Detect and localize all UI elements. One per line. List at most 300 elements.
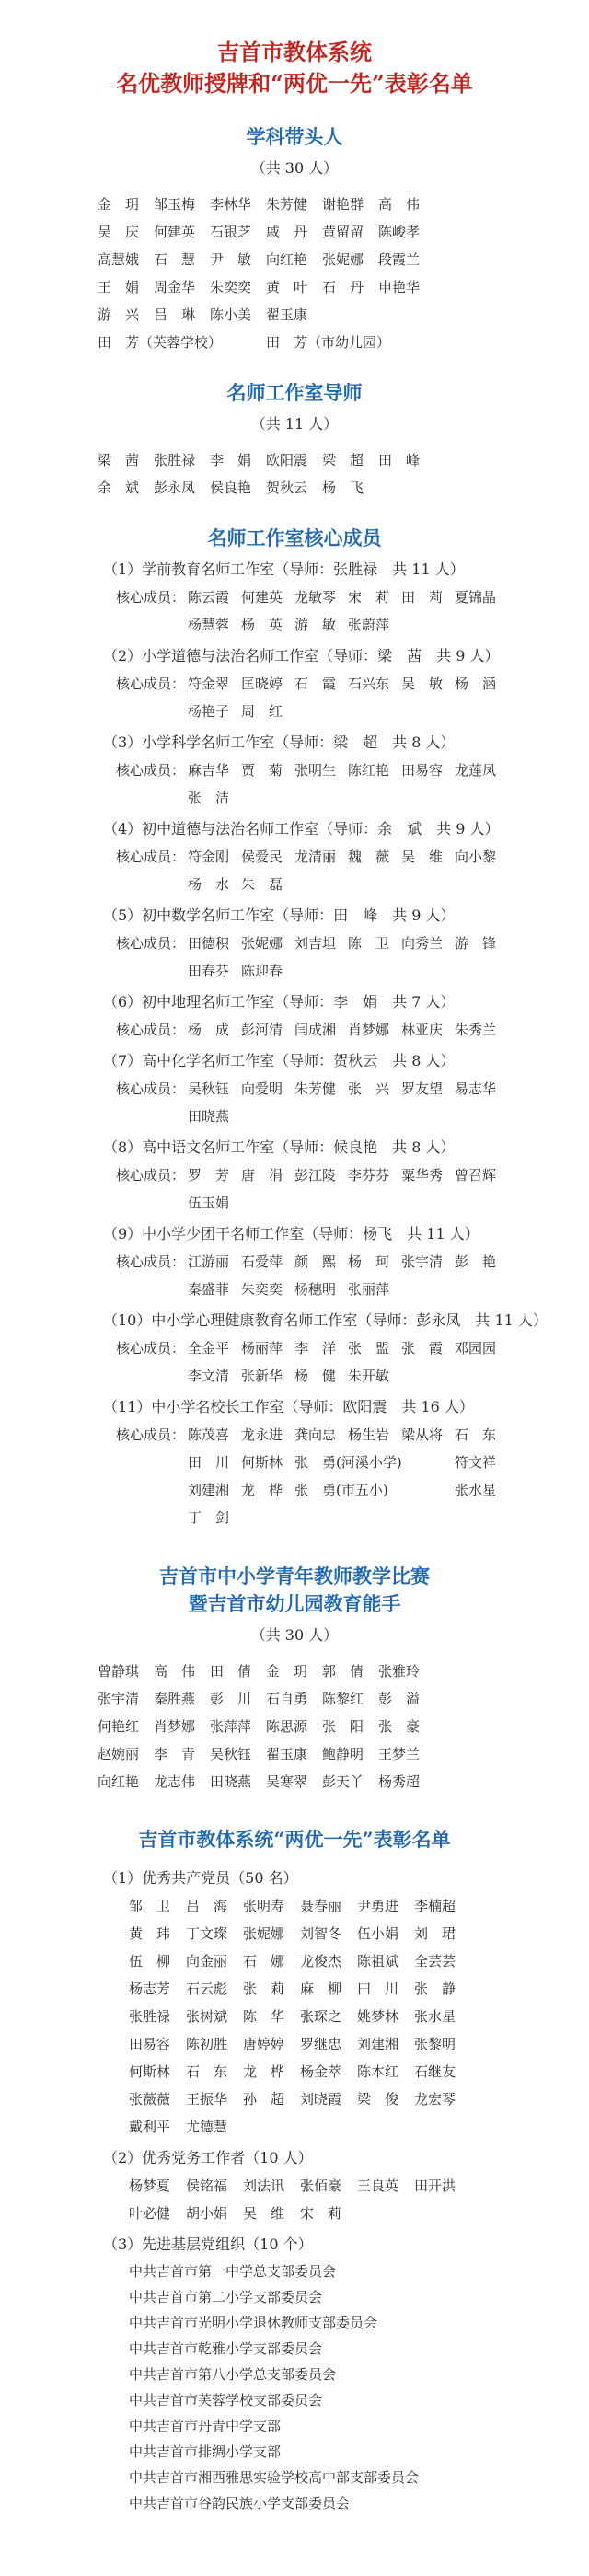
party-member-name: 张胜禄: [129, 2008, 171, 2025]
studio-member-name: 张 洁: [188, 790, 230, 806]
studio-member-name: 张 勇(市五小): [294, 1482, 388, 1498]
studio-member-name: 张丽萍: [348, 1281, 390, 1298]
core-members-label: 核心成员：: [116, 849, 186, 865]
party-member-name: 龙宏琴: [414, 2091, 456, 2108]
leader-name: 陈小美: [210, 306, 252, 323]
party-member-name: 吕 海: [186, 1898, 228, 1914]
core-members-label: 核心成员：: [116, 1340, 186, 1357]
studio-member-name: 匡晓婷: [241, 676, 283, 692]
party-member-name: 张 莉: [243, 1981, 285, 1997]
contest-name: 郭 倩: [322, 1662, 364, 1680]
mentors-count: （共 11 人）: [250, 415, 339, 433]
party-member-name: 陈祖斌: [357, 1953, 399, 1970]
core-members-label: 核心成员：: [116, 1080, 186, 1097]
studio-member-name: 朱 磊: [241, 876, 283, 893]
studio-member-name: 粟华秀: [401, 1167, 444, 1184]
party-worker-name: 王良英: [357, 2177, 399, 2194]
studio-member-name: 李 洋: [294, 1340, 337, 1357]
studio-member-names: [188, 1334, 556, 1390]
honors-party-workers-title: （2）优秀党务工作者（10 人）: [103, 2149, 313, 2166]
studio-member-name: 陈红艳: [348, 762, 390, 779]
studio-members: [103, 757, 571, 812]
studio-member-name: 江游丽: [188, 1253, 230, 1270]
studio-group-title: （8）高中语文名师工作室（导师：候良艳 共 8 人）: [103, 1138, 456, 1156]
studios-title: 名师工作室核心成员: [207, 526, 382, 549]
studio-member-name: 朱奕奕: [241, 1281, 283, 1298]
party-member-name: 向金丽: [186, 1953, 228, 1970]
leaders-row: [98, 217, 491, 245]
party-member-name: 石继友: [414, 2063, 456, 2080]
leader-name: 张妮娜: [322, 250, 364, 268]
core-members-label: 核心成员：: [116, 1253, 186, 1270]
studio-members: [103, 1161, 571, 1217]
studio-member-name: 杨 成: [188, 1022, 230, 1038]
honors-section: [0, 1826, 589, 2516]
core-members-label: 核心成员：: [116, 589, 186, 606]
studio-member-name: 田晓燕: [188, 1108, 230, 1125]
studio-group-title: （1）学前教育名师工作室（导师：张胜禄 共 11 人）: [103, 560, 465, 578]
leader-name: 王 娟: [98, 278, 140, 295]
party-member-name: 麻 柳: [300, 1981, 342, 1997]
studio-member-name: 田德积: [188, 935, 230, 952]
studio-members: [103, 670, 571, 725]
studio-member-name: 张新华: [241, 1368, 283, 1384]
studio-group-title: （2）小学道德与法治名师工作室（导师：梁 茜 共 9 人）: [103, 647, 500, 664]
core-members-label: 核心成员：: [116, 1167, 186, 1184]
party-member-name: 罗继忠: [300, 2036, 342, 2052]
studio-member-name: 符文祥: [455, 1454, 497, 1471]
mentor-name: 侯良艳: [210, 479, 252, 496]
leader-name: 高 伟: [378, 195, 421, 213]
contest-title-line2: 暨吉首市幼儿园教育能手: [188, 1592, 401, 1615]
contest-row: [98, 1767, 491, 1795]
leader-name: 石 丹: [322, 278, 364, 295]
organization-name: 中共吉首市光明小学退休教师支部委员会: [129, 2315, 378, 2331]
contest-name: 向红艳: [98, 1773, 140, 1790]
contest-name: 吴寒翠: [266, 1773, 308, 1790]
organization-name: 中共吉首市第一中学总支部委员会: [129, 2263, 337, 2280]
studio-member-name: 彭江陵: [294, 1167, 337, 1184]
contest-name: 高 伟: [154, 1662, 196, 1680]
leader-name: 朱奕奕: [210, 278, 252, 295]
leader-name: 周金华: [154, 278, 196, 295]
party-member-name: 李楠超: [414, 1898, 456, 1914]
party-member-name: 聂春丽: [300, 1898, 342, 1914]
contest-title-line1: 吉首市中小学青年教师教学比赛: [159, 1565, 430, 1588]
studio-group-title: （11）中小学名校长工作室（导师：欧阳震 共 16 人）: [103, 1398, 474, 1415]
leader-name: 石银芝: [210, 223, 252, 240]
studio-member-name: 曾召辉: [455, 1167, 497, 1184]
studio-member-name: 龚向忠: [294, 1427, 337, 1443]
studio-member-names: [188, 1248, 556, 1303]
studio-member-name: 吴 敏: [401, 676, 444, 692]
leader-name: 黄 叶: [266, 278, 308, 295]
studio-member-name: 龙 桦: [241, 1482, 283, 1498]
leader-name: 朱芳健: [266, 195, 308, 213]
party-member-name: 张树斌: [186, 2008, 228, 2025]
studio-member-name: 石 霞: [294, 676, 337, 692]
party-member-name: 龙俊杰: [300, 1953, 342, 1970]
leader-name: 邹玉梅: [154, 195, 196, 213]
studio-member-name: 何斯林: [241, 1454, 283, 1471]
studio-members: [103, 1334, 571, 1390]
contest-row: [98, 1684, 491, 1712]
contest-name: 彭 溢: [378, 1690, 421, 1707]
party-member-name: 王振华: [186, 2091, 228, 2108]
leaders-grid: [98, 190, 491, 355]
contest-name: 鲍静明: [322, 1745, 364, 1762]
leaders-section: [0, 123, 589, 355]
party-member-name: 唐婷婷: [243, 2036, 285, 2052]
contest-name: 彭天丫: [322, 1773, 364, 1790]
core-members-label: 核心成员：: [116, 762, 186, 779]
studio-member-name: 颜 熙: [294, 1253, 337, 1270]
studio-member-name: 石兴东: [348, 676, 390, 692]
studio-member-name: 龙莲凤: [455, 762, 497, 779]
studio-member-name: 杨艳子: [188, 703, 230, 720]
mentor-name: 彭永凤: [154, 479, 196, 496]
studio-member-name: 杨丽萍: [241, 1340, 283, 1357]
studio-member-name: 朱芳健: [294, 1080, 337, 1097]
organization-name: 中共吉首市谷韵民族小学支部委员会: [129, 2495, 351, 2512]
studio-group-title: （9）中小学少团干名师工作室（导师：杨飞 共 11 人）: [103, 1225, 479, 1242]
party-member-name: 张妮娜: [243, 1925, 285, 1942]
party-member-name: 黄 玮: [129, 1925, 171, 1942]
party-member-name: 杨金萃: [300, 2063, 342, 2080]
studios-list: [0, 556, 589, 1531]
leaders-row: [98, 245, 491, 272]
organization-name: 中共吉首市排绸小学支部: [129, 2443, 282, 2460]
party-member-name: 田易容: [129, 2036, 171, 2052]
party-member-name: 刘 珺: [414, 1925, 456, 1942]
studio-member-names: [188, 670, 556, 725]
core-members-label: 核心成员：: [116, 1427, 186, 1443]
honors-title: 吉首市教体系统“两优一先”表彰名单: [138, 1828, 451, 1851]
studio-member-names: [188, 843, 556, 898]
studio-member-name: 林亚庆: [401, 1022, 444, 1038]
party-member-name: 梁 俊: [357, 2091, 399, 2108]
mentor-name: 杨 飞: [322, 479, 364, 496]
contest-name: 张宇清: [98, 1690, 140, 1707]
studio-member-name: 杨慧蓉: [188, 617, 230, 633]
leader-name: 吴 庆: [98, 223, 140, 240]
mentor-name: 贺秋云: [266, 479, 308, 496]
party-member-name: 尤德慧: [186, 2119, 228, 2135]
party-member-name: 张黎明: [414, 2036, 456, 2052]
party-worker-name: 宋 莉: [300, 2205, 342, 2222]
studio-member-name: 何建英: [241, 589, 283, 606]
studio-member-name: 陈 卫: [348, 935, 390, 952]
party-worker-name: 叶必健: [129, 2205, 171, 2222]
leader-name: 翟玉康: [266, 306, 308, 323]
studio-member-name: 杨穗明: [294, 1281, 337, 1298]
studio-member-name: 石 东: [455, 1427, 497, 1443]
studio-member-names: [188, 583, 556, 639]
studio-members: [103, 1016, 571, 1044]
party-worker-name: 胡小娟: [186, 2205, 228, 2222]
party-member-name: 丁文璨: [186, 1925, 228, 1942]
studio-member-name: 丁 剑: [188, 1509, 230, 1526]
honors-organizations-list: [0, 2258, 589, 2516]
studio-members: [103, 583, 571, 639]
studio-members: [103, 1248, 571, 1303]
party-member-name: 刘智冬: [300, 1925, 342, 1942]
leader-name: 田 芳（芙蓉学校）: [98, 333, 223, 351]
studio-group-title: （10）中小学心理健康教育名师工作室（导师：彭永凤 共 11 人）: [103, 1311, 548, 1329]
party-member-name: 伍小娟: [357, 1925, 399, 1942]
studio-member-name: 刘建湘: [188, 1482, 230, 1498]
contest-name: 田 倩: [210, 1662, 252, 1680]
studio-member-name: 龙永进: [241, 1427, 283, 1443]
party-member-name: 戴利平: [129, 2119, 171, 2135]
contest-name: 秦胜燕: [154, 1690, 196, 1707]
studio-member-name: 石爱萍: [241, 1253, 283, 1270]
studio-member-name: 李文清: [188, 1368, 230, 1384]
studio-member-name: 朱开敏: [348, 1368, 390, 1384]
party-member-name: 姚梦林: [357, 2008, 399, 2025]
honors-party-workers-names: [103, 2172, 515, 2227]
party-worker-name: 杨梦夏: [129, 2177, 171, 2194]
leaders-row: [98, 272, 491, 300]
party-member-name: 石 东: [186, 2063, 228, 2080]
studio-member-names: [188, 1421, 556, 1531]
contest-name: 杨秀超: [378, 1773, 421, 1790]
contest-count: （共 30 人）: [250, 1626, 339, 1644]
studio-group-title: （5）初中数学名师工作室（导师：田 峰 共 9 人）: [103, 907, 456, 924]
studio-member-name: 张 勇(河溪小学): [294, 1454, 402, 1471]
studio-member-name: 杨 英: [241, 617, 283, 633]
studio-member-name: 杨 健: [294, 1368, 337, 1384]
studio-member-name: 李芬芬: [348, 1167, 390, 1184]
leader-name: 游 兴: [98, 306, 140, 323]
studio-member-names: [188, 1016, 556, 1044]
leaders-title: 学科带头人: [246, 125, 343, 148]
party-member-name: 杨志芳: [129, 1981, 171, 1997]
studio-member-name: 向秀兰: [401, 935, 444, 952]
studio-member-name: 唐 涓: [241, 1167, 283, 1184]
studio-member-name: 易志华: [455, 1080, 497, 1097]
studio-members: [103, 843, 571, 898]
organization-name: 中共吉首市第八小学总支部委员会: [129, 2366, 337, 2383]
studio-member-name: 吴 维: [401, 849, 444, 865]
studio-member-name: 张妮娜: [241, 935, 283, 952]
studio-group-title: （4）初中道德与法治名师工作室（导师：余 斌 共 9 人）: [103, 820, 500, 837]
contest-name: 金 玥: [266, 1662, 308, 1680]
studio-member-name: 田 莉: [401, 589, 444, 606]
party-member-name: 陈本红: [357, 2063, 399, 2080]
core-members-label: 核心成员：: [116, 1022, 186, 1038]
studio-member-name: 游 敏: [294, 617, 337, 633]
contest-row: [98, 1712, 491, 1739]
organization-name: 中共吉首市乾雅小学支部委员会: [129, 2340, 323, 2357]
mentor-name: 余 斌: [98, 479, 140, 496]
studio-member-name: 罗 芳: [188, 1167, 230, 1184]
mentor-name: 欧阳震: [266, 451, 308, 468]
mentor-name: 张胜禄: [154, 451, 196, 468]
studio-member-name: 伍玉娟: [188, 1195, 230, 1211]
core-members-label: 核心成员：: [116, 935, 186, 952]
party-worker-name: 张佰豪: [300, 2177, 342, 2194]
party-member-name: 刘晓霞: [300, 2091, 342, 2108]
studio-member-name: 吴秋钰: [188, 1080, 230, 1097]
studio-member-names: [188, 757, 556, 812]
studio-member-names: [188, 930, 556, 985]
party-member-name: 孙 超: [243, 2091, 285, 2108]
studio-member-name: 张水星: [455, 1482, 497, 1498]
contest-name: 李 青: [154, 1745, 196, 1762]
studio-member-name: 全金平: [188, 1340, 230, 1357]
leader-name: 尹 敏: [210, 250, 252, 268]
contest-name: 王梦兰: [378, 1745, 421, 1762]
party-member-name: 尹勇进: [357, 1898, 399, 1914]
studio-member-name: 彭 艳: [455, 1253, 497, 1270]
leader-name: 申艳华: [378, 278, 421, 295]
leaders-row: [98, 300, 491, 328]
contest-name: 肖梦娜: [154, 1717, 196, 1735]
studio-member-name: 杨 涵: [455, 676, 497, 692]
contest-row: [98, 1739, 491, 1767]
leader-name: 石 慧: [154, 250, 196, 268]
contest-name: 赵婉丽: [98, 1745, 140, 1762]
party-worker-name: 侯铭福: [186, 2177, 228, 2194]
organization-name: 中共吉首市第二小学支部委员会: [129, 2289, 323, 2305]
studio-member-name: 龙敏琴: [294, 589, 337, 606]
studio-member-name: 田春芬: [188, 963, 230, 979]
leaders-row: [98, 328, 491, 355]
studio-member-name: 张宇清: [401, 1253, 444, 1270]
studio-member-name: 彭河清: [241, 1022, 283, 1038]
studio-member-name: 闫成湘: [294, 1022, 337, 1038]
studio-member-name: 魏 薇: [348, 849, 390, 865]
studio-member-name: 麻吉华: [188, 762, 230, 779]
party-member-name: 龙 桦: [243, 2063, 285, 2080]
studio-members: [103, 930, 571, 985]
leaders-row: [98, 190, 491, 217]
studio-member-names: [188, 1161, 556, 1217]
leader-name: 吕 琳: [154, 306, 196, 323]
organization-name: 中共吉首市湘西雅思实验学校高中部支部委员会: [129, 2469, 420, 2486]
studio-member-name: 肖梦娜: [348, 1022, 390, 1038]
leader-name: 戚 丹: [266, 223, 308, 240]
contest-name: 田晓燕: [210, 1773, 252, 1790]
studio-member-name: 符金翠: [188, 676, 230, 692]
studio-member-name: 张 盟: [348, 1340, 390, 1357]
studio-member-name: 田 川: [188, 1454, 230, 1471]
studio-member-name: 秦盛菲: [188, 1281, 230, 1298]
studio-group-title: （6）初中地理名师工作室（导师：李 娟 共 7 人）: [103, 993, 456, 1011]
studio-member-name: 向爱明: [241, 1080, 283, 1097]
party-member-name: 何斯林: [129, 2063, 171, 2080]
leader-name: 李林华: [210, 195, 252, 213]
contest-name: 陈思源: [266, 1717, 308, 1735]
contest-section: [0, 1563, 589, 1795]
studio-member-name: 罗友望: [401, 1080, 444, 1097]
mentor-name: 李 娟: [210, 451, 252, 468]
mentor-name: 梁 茜: [98, 451, 140, 468]
mentors-grid: [98, 445, 491, 501]
mentors-section: [0, 379, 589, 501]
studio-member-name: 朱秀兰: [455, 1022, 497, 1038]
studio-member-names: [188, 1075, 556, 1130]
party-member-name: 刘建湘: [357, 2036, 399, 2052]
studio-members: [103, 1075, 571, 1130]
studio-member-name: 周 红: [241, 703, 283, 720]
studio-member-name: 杨 珂: [348, 1253, 390, 1270]
studio-member-name: 刘吉坦: [294, 935, 337, 952]
studio-member-name: 侯爱民: [241, 849, 283, 865]
party-member-name: 伍 柳: [129, 1953, 171, 1970]
contest-name: 彭 川: [210, 1690, 252, 1707]
leaders-count: （共 30 人）: [250, 159, 339, 177]
studio-member-name: 贾 菊: [241, 762, 283, 779]
contest-name: 翟玉康: [266, 1745, 308, 1762]
contest-name: 张萍萍: [210, 1717, 252, 1735]
party-member-name: 全芸芸: [414, 1953, 456, 1970]
mentor-name: 田 峰: [378, 451, 421, 468]
studio-member-name: 张 兴: [348, 1080, 390, 1097]
honors-party-members-title: （1）优秀共产党员（50 名）: [103, 1869, 298, 1887]
studio-group-title: （7）高中化学名师工作室（导师：贺秋云 共 8 人）: [103, 1052, 456, 1069]
party-member-name: 张水星: [414, 2008, 456, 2025]
studio-member-name: 陈茂喜: [188, 1427, 230, 1443]
party-member-name: 陈初胜: [186, 2036, 228, 2052]
contest-grid: [98, 1657, 491, 1795]
studio-member-name: 梁从将: [401, 1427, 444, 1443]
studios-section: [0, 525, 589, 1531]
leader-name: 金 玥: [98, 195, 140, 213]
honors-organizations-title: （3）先进基层党组织（10 个）: [103, 2235, 313, 2253]
studio-member-name: 龙清丽: [294, 849, 337, 865]
honors-party-members-names: [103, 1892, 515, 2141]
leader-name: 高慧娥: [98, 250, 140, 268]
organization-name: 中共吉首市丹青中学支部: [129, 2418, 282, 2434]
party-worker-name: 田开洪: [414, 2177, 456, 2194]
studio-member-name: 田易容: [401, 762, 444, 779]
studio-member-name: 邓园园: [455, 1340, 497, 1357]
contest-name: 张 豪: [378, 1717, 421, 1735]
leader-name: 田 芳（市幼儿园）: [266, 333, 391, 351]
leader-name: 谢艳群: [322, 195, 364, 213]
honors-list: [0, 1865, 589, 2258]
studio-member-name: 陈云霞: [188, 589, 230, 606]
organization-name: 中共吉首市芙蓉学校支部委员会: [129, 2392, 323, 2409]
studio-member-name: 杨 水: [188, 876, 230, 893]
party-member-name: 张薇薇: [129, 2091, 171, 2108]
contest-name: 曾静琪: [98, 1662, 140, 1680]
mentors-title: 名师工作室导师: [226, 381, 363, 404]
party-member-name: 张明寿: [243, 1898, 285, 1914]
leader-name: 段霞兰: [378, 250, 421, 268]
party-member-name: 石云彪: [186, 1981, 228, 1997]
studio-group-title: （3）小学科学名师工作室（导师：梁 超 共 8 人）: [103, 734, 456, 751]
party-member-name: 张琛之: [300, 2008, 342, 2025]
party-member-name: 石 娜: [243, 1953, 285, 1970]
studio-members: [103, 1421, 571, 1531]
leader-name: 向红艳: [266, 250, 308, 268]
studio-member-name: 向小黎: [455, 849, 497, 865]
contest-name: 张雅玲: [378, 1662, 421, 1680]
leader-name: 陈峻孝: [378, 223, 421, 240]
party-member-name: 张 静: [414, 1981, 456, 1997]
party-member-name: 邹 卫: [129, 1898, 171, 1914]
mentor-name: 梁 超: [322, 451, 364, 468]
studio-member-name: 张明生: [294, 762, 337, 779]
contest-name: 龙志伟: [154, 1773, 196, 1790]
leader-name: 黄留留: [322, 223, 364, 240]
core-members-label: 核心成员：: [116, 676, 186, 692]
document-title-line2: 名优教师授牌和“两优一先”表彰名单: [116, 70, 473, 97]
party-member-name: 田 川: [357, 1981, 399, 1997]
